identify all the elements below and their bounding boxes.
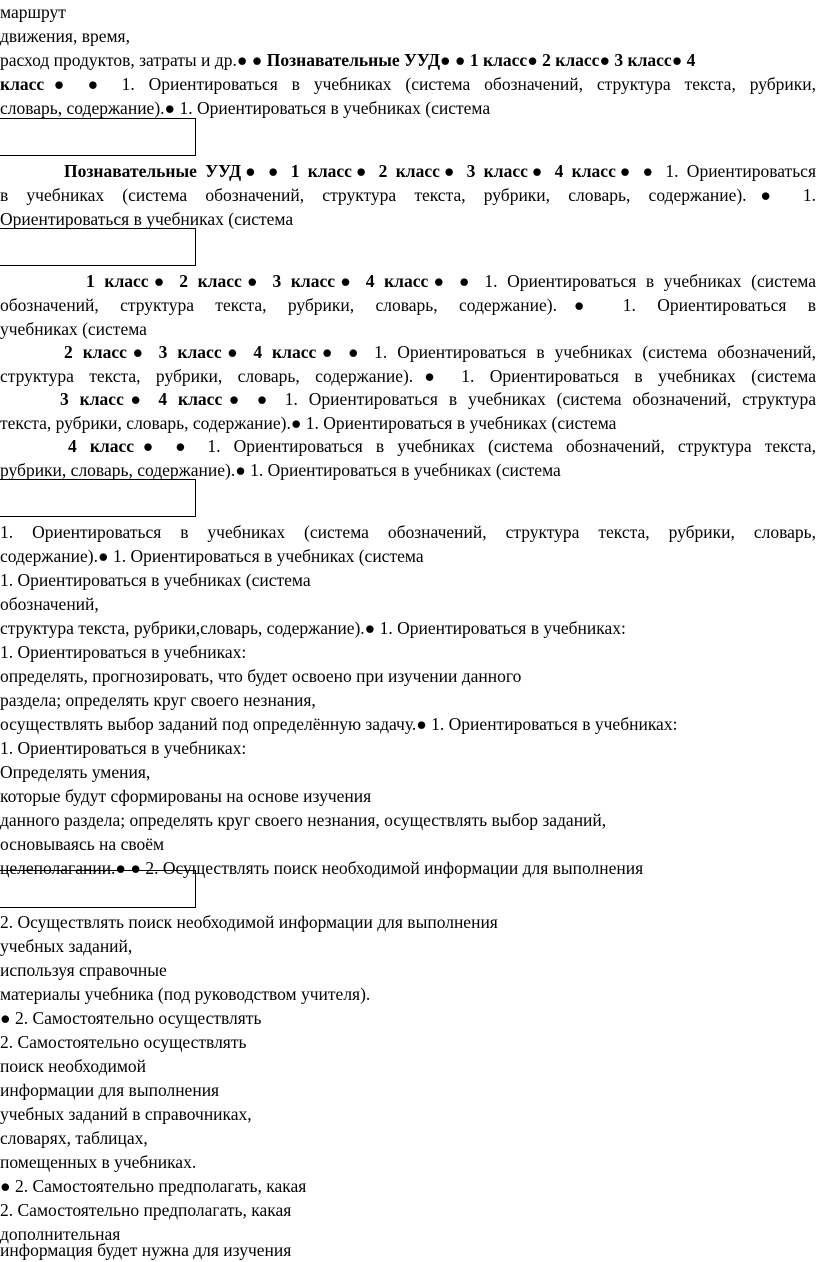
text-line: ● 2. Самостоятельно осуществлять [0,1008,262,1028]
text-line: поиск необходимой [0,1056,147,1076]
text-line: 1. Ориентироваться в учебниках (система обозначений, структура текста, рубрики, словарь, [0,522,816,542]
text-line: Определять умения, [0,762,151,782]
text-line: словарь, содержание).● 1. Ориентироваться в учебниках (система [0,98,491,118]
empty-box [0,479,196,517]
text-line: 2. Самостоятельно предполагать, какая [0,1200,292,1220]
text-line: маршрут [0,2,66,22]
text-line: класс● ● 1. Ориентироваться в учебниках (система обозначений, структура текста, рубрики, [0,74,816,94]
text-line: 1. Ориентироваться в учебниках: [0,738,247,758]
text-line: учебных заданий, [0,936,133,956]
text-line: 2. Осуществлять поиск необходимой информации для выполнения [0,912,498,932]
text-line: рубрики, словарь, содержание).● 1. Ориентироваться в учебниках (система [0,460,561,480]
text-line: 3 класс● 4 класс● ● 1. Ориентироваться в учебниках (система обозначений, структура [60,389,816,409]
text-line: осуществлять выбор заданий под определённую задачу.● 1. Ориентироваться в учебниках: [0,714,678,734]
empty-box [0,118,196,156]
text-line: учебниках (система [0,319,147,339]
text-line: 1. Ориентироваться в учебниках (система [0,570,311,590]
text-line: Познавательные УУД● ● 1 класс● 2 класс● 3 класс● 4 класс● ● 1. Ориентироваться [64,161,816,181]
text-line: раздела; определять круг своего незнания, [0,690,316,710]
text-line: 2 класс● 3 класс● 4 класс● ● 1. Ориентироваться в учебниках (система обозначений, [64,342,816,362]
text-line: Ориентироваться в учебниках (система [0,209,294,229]
text-line: учебных заданий в справочниках, [0,1104,252,1124]
text-line: текста, рубрики, словарь, содержание).● 1. Ориентироваться в учебниках (система [0,413,617,433]
text-line: помещенных в учебниках. [0,1152,197,1172]
text-line: определять, прогнозировать, что будет освоено при изучении данного [0,666,522,686]
text-line: целеполагании.● ● 2. Осуществлять поиск необходимой информации для выполнения [0,858,644,878]
text-line: данного раздела; определять круг своего незнания, осуществлять выбор заданий, [0,810,607,830]
empty-box [0,870,196,908]
text-line: словарях, таблицах, [0,1128,148,1148]
text-line: содержание).● 1. Ориентироваться в учебниках (система [0,546,424,566]
text-line: основываясь на своём [0,834,165,854]
text-line: 4 класс● ● 1. Ориентироваться в учебниках (система обозначений, структура текста, [68,436,816,456]
text-line: информация будет нужна для изучения [0,1240,292,1260]
text-line: расход продуктов, затраты и др.● ● Познавательные УУД● ● 1 класс● 2 класс● 3 класс● 4 [0,50,696,70]
text-line: дополнительная [0,1224,121,1244]
text-line: движения, время, [0,26,130,46]
text-line: 1. Ориентироваться в учебниках: [0,642,247,662]
text-line: используя справочные [0,960,167,980]
text-line: 2. Самостоятельно осуществлять [0,1032,247,1052]
text-line: 1 класс● 2 класс● 3 класс● 4 класс● ● 1. Ориентироваться в учебниках (система [86,271,816,291]
text-line: обозначений, [0,594,99,614]
text-line: структура текста, рубрики,словарь, содержание).● 1. Ориентироваться в учебниках: [0,618,626,638]
text-line: в учебниках (система обозначений, структура текста, рубрики, словарь, содержание).● 1. [0,185,816,205]
text-line: материалы учебника (под руководством учителя). [0,984,371,1004]
text-line: обозначений, структура текста, рубрики, словарь, содержание).● 1. Ориентироваться в [0,295,816,315]
text-line: которые будут сформированы на основе изучения [0,786,372,806]
text-line: ● 2. Самостоятельно предполагать, какая [0,1176,307,1196]
text-line: структура текста, рубрики, словарь, содержание).● 1. Ориентироваться в учебниках (система [0,366,816,386]
empty-box [0,228,196,266]
text-line: информации для выполнения [0,1080,220,1100]
